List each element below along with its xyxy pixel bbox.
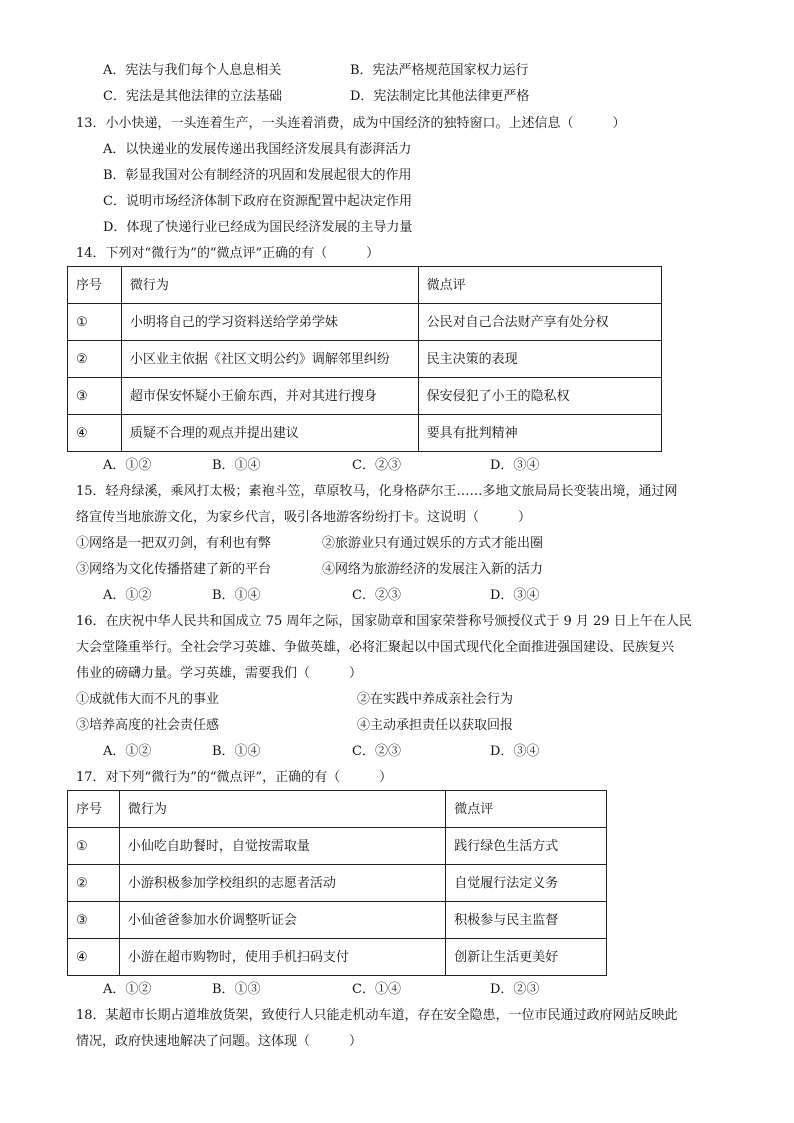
q16-statement-2: ②在实践中养成亲社会行为 <box>357 692 514 707</box>
table-cell: 自觉履行法定义务 <box>446 865 607 902</box>
q14-answer-c: C．②③ <box>352 458 401 473</box>
q13-option-a: A．以快递业的发展传递出我国经济发展具有澎湃活力 <box>103 142 412 157</box>
q18-stem-line-2: 情况，政府快速地解决了问题。这体现（ ） <box>76 1034 363 1049</box>
q15-statement-3: ③网络为文化传播搭建了新的平台 <box>76 562 272 577</box>
q13-option-d: D．体现了快递行业已经成为国民经济发展的主导力量 <box>103 220 413 235</box>
q15-answer-b: B．①④ <box>212 588 261 603</box>
q14-answer-a: A．①② <box>103 458 152 473</box>
table-cell: 民主决策的表现 <box>418 341 661 378</box>
q15-answer-c: C．②③ <box>352 588 401 603</box>
table-cell: 践行绿色生活方式 <box>446 828 607 865</box>
q17-answer-d: D．②③ <box>490 982 540 997</box>
table-row <box>68 828 607 865</box>
table-row <box>68 865 607 902</box>
q12-option-c: C．宪法是其他法律的立法基础 <box>103 89 282 104</box>
q14-answer-d: D．③④ <box>490 458 540 473</box>
table-row <box>68 902 607 939</box>
q13-stem: 13．小小快递，一头连着生产，一头连着消费，成为中国经济的独特窗口。上述信息（ ） <box>76 116 626 131</box>
q13-option-b: B．彰显我国对公有制经济的巩固和发展起很大的作用 <box>103 168 412 183</box>
table-cell: 超市保安怀疑小王偷东西，并对其进行搜身 <box>121 378 418 415</box>
table-cell: ① <box>68 304 122 341</box>
table-cell: ② <box>68 341 122 378</box>
table-cell: ④ <box>68 939 120 976</box>
q16-answer-b: B．①④ <box>212 744 261 759</box>
q14-stem: 14．下列对“微行为”的“微点评”正确的有（ ） <box>76 246 380 261</box>
q12-option-a: A．宪法与我们每个人息息相关 <box>103 63 282 78</box>
q16-stem-line-2: 大会堂隆重举行。全社会学习英雄、争做英雄，必将汇聚起以中国式现代化全面推进强国建设、民族复兴 <box>76 640 675 655</box>
table-row <box>68 939 607 976</box>
header-cell: 序号 <box>68 791 120 828</box>
table-row <box>68 341 662 378</box>
q16-statement-1: ①成就伟大而不凡的事业 <box>76 692 220 707</box>
table-cell: ④ <box>68 415 122 452</box>
q15-statement-2: ②旅游业只有通过娱乐的方式才能出圈 <box>322 536 544 551</box>
header-cell: 微行为 <box>119 791 445 828</box>
q12-option-b: B．宪法严格规范国家权力运行 <box>350 63 529 78</box>
q15-answer-a: A．①② <box>103 588 152 603</box>
q16-answer-d: D．③④ <box>490 744 540 759</box>
table-cell: 保安侵犯了小王的隐私权 <box>418 378 661 415</box>
table-cell: 小明将自己的学习资料送给学弟学妹 <box>121 304 418 341</box>
q18-stem-line-1: 18．某超市长期占道堆放货架，致使行人只能走机动车道，存在安全隐患，一位市民通过政府网站反映此 <box>76 1008 678 1023</box>
q15-stem-line-2: 络宣传当地旅游文化，为家乡代言，吸引各地游客纷纷打卡。这说明（ ） <box>76 510 532 525</box>
q15-statement-4: ④网络为旅游经济的发展注入新的活力 <box>322 562 544 577</box>
table-cell: 质疑不合理的观点并提出建议 <box>121 415 418 452</box>
table-row <box>68 378 662 415</box>
table-cell: 小区业主依据《社区文明公约》调解邻里纠纷 <box>121 341 418 378</box>
q14-answer-b: B．①④ <box>212 458 261 473</box>
q14-table <box>67 266 662 452</box>
header-cell: 微点评 <box>418 267 661 304</box>
table-row <box>68 415 662 452</box>
table-cell: 小仙吃自助餐时，自觉按需取量 <box>119 828 445 865</box>
q16-answer-c: C．②③ <box>352 744 401 759</box>
q17-table <box>67 790 607 976</box>
q16-stem-line-1: 16．在庆祝中华人民共和国成立 75 周年之际，国家勋章和国家荣誉称号颁授仪式于 9 月 29 日上午在人民 <box>76 614 692 629</box>
q17-stem: 17．对下列“微行为”的“微点评”，正确的有（ ） <box>76 770 393 785</box>
q16-stem-line-3: 伟业的磅礴力量。学习英雄，需要我们（ ） <box>76 666 363 681</box>
table-cell: 积极参与民主监督 <box>446 902 607 939</box>
q17-answer-c: C．①④ <box>352 982 401 997</box>
q15-answer-d: D．③④ <box>490 588 540 603</box>
q17-answer-a: A．①② <box>103 982 152 997</box>
q15-statement-1: ①网络是一把双刃剑，有利也有弊 <box>76 536 272 551</box>
q16-statement-3: ③培养高度的社会责任感 <box>76 718 220 733</box>
header-cell: 微行为 <box>121 267 418 304</box>
table-cell: ② <box>68 865 120 902</box>
q12-option-d: D．宪法制定比其他法律更严格 <box>350 89 530 104</box>
table-cell: 要具有批判精神 <box>418 415 661 452</box>
q16-answer-a: A．①② <box>103 744 152 759</box>
header-cell: 微点评 <box>446 791 607 828</box>
table-cell: 公民对自己合法财产享有处分权 <box>418 304 661 341</box>
table-cell: 创新让生活更美好 <box>446 939 607 976</box>
table-cell: 小仙爸爸参加水价调整听证会 <box>119 902 445 939</box>
table-cell: ③ <box>68 378 122 415</box>
header-cell: 序号 <box>68 267 122 304</box>
table-cell: 小游在超市购物时，使用手机扫码支付 <box>119 939 445 976</box>
q15-stem-line-1: 15．轻舟绿溪，乘风打太极；素袍斗笠，草原牧马，化身格萨尔王……多地文旅局局长变装出境，通过网 <box>76 484 678 499</box>
table-cell: 小游积极参加学校组织的志愿者活动 <box>119 865 445 902</box>
q17-answer-b: B．①③ <box>212 982 261 997</box>
table-row <box>68 304 662 341</box>
q16-statement-4: ④主动承担责任以获取回报 <box>357 718 514 733</box>
table-cell: ① <box>68 828 120 865</box>
table-header-row <box>68 267 662 304</box>
table-header-row <box>68 791 607 828</box>
q13-option-c: C．说明市场经济体制下政府在资源配置中起决定作用 <box>103 194 412 209</box>
table-cell: ③ <box>68 902 120 939</box>
